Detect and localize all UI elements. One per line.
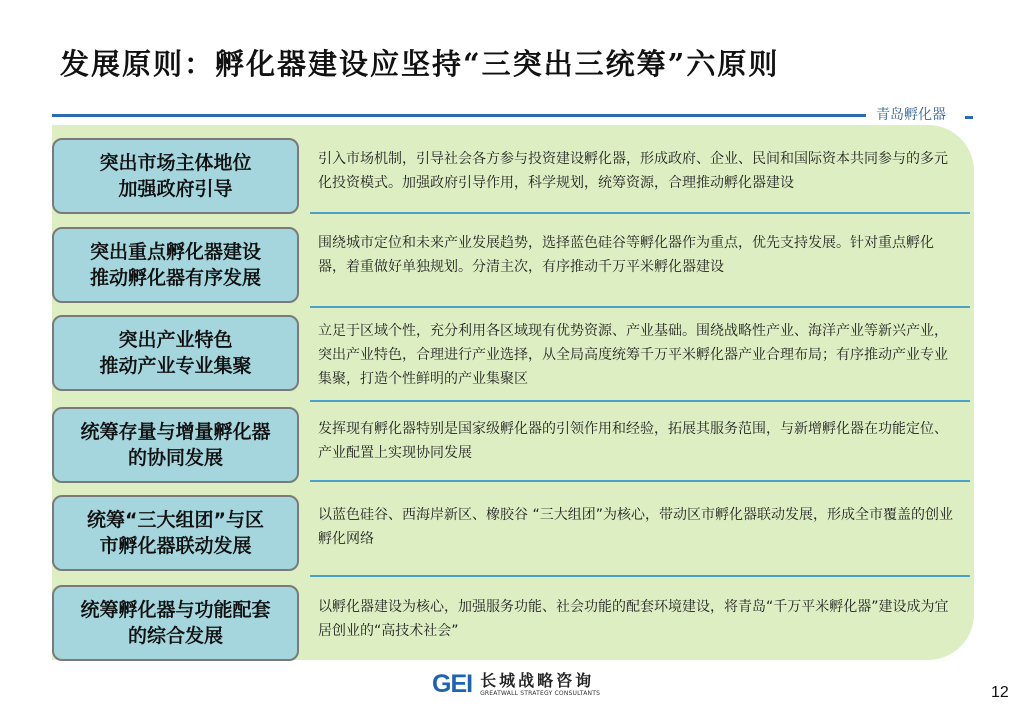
company-logo xyxy=(432,670,600,699)
principle-label-line: 突出产业特色 xyxy=(118,329,233,351)
brand-tag: 青岛孵化器 xyxy=(876,107,946,123)
principle-label-2 xyxy=(52,227,299,303)
principle-label-line: 统筹“三大组团”与区 xyxy=(87,509,264,531)
row-separator xyxy=(310,306,970,308)
row-separator xyxy=(310,575,970,577)
page-title: 发展原则：孵化器建设应坚持“三突出三统筹”六原则 xyxy=(60,47,780,81)
principle-label-line: 的协同发展 xyxy=(127,447,223,469)
brand-dash xyxy=(965,116,973,119)
principle-label-4 xyxy=(52,407,299,483)
principle-label-line: 的综合发展 xyxy=(127,625,223,647)
principle-label-6 xyxy=(52,585,299,661)
header-rule xyxy=(52,114,866,117)
principle-label-line: 统筹孵化器与功能配套 xyxy=(80,599,271,621)
principle-description-1: 引入市场机制，引导社会各方参与投资建设孵化器，形成政府、企业、民间和国际资本共同参与的多元化投资模式。加强政府引导作用，科学规划，统筹资源，合理推动孵化器建设 xyxy=(318,151,948,191)
logo-name-en: GREATWALL STRATEGY CONSULTANTS xyxy=(480,689,601,697)
logo-text xyxy=(480,672,600,698)
principle-description-2: 围绕城市定位和未来产业发展趋势，选择蓝色硅谷等孵化器作为重点，优先支持发展。针对重点孵化器，着重做好单独规划。分清主次，有序推动千万平米孵化器建设 xyxy=(318,235,934,275)
principle-label-line: 市孵化器联动发展 xyxy=(99,535,252,557)
row-separator xyxy=(310,212,970,214)
row-separator xyxy=(310,400,970,402)
principle-label-line: 突出市场主体地位 xyxy=(99,152,252,174)
logo-mark: GEI xyxy=(432,670,473,698)
principle-description-4: 发挥现有孵化器特别是国家级孵化器的引领作用和经验，拓展其服务范围，与新增孵化器在功能定位、产业配置上实现协同发展 xyxy=(318,421,948,461)
principles-panel xyxy=(52,125,974,660)
logo-name-cn: 长城战略咨询 xyxy=(480,670,595,690)
principle-description-6: 以孵化器建设为核心，加强服务功能、社会功能的配套环境建设，将青岛“千万平米孵化器”建设成为宜居创业的“高技术社会” xyxy=(318,599,949,639)
principle-label-5 xyxy=(52,495,299,571)
principle-description-5: 以蓝色硅谷、西海岸新区、橡胶谷 “三大组团”为核心，带动区市孵化器联动发展，形成全市覆盖的创业孵化网络 xyxy=(318,507,953,547)
principle-label-line: 推动孵化器有序发展 xyxy=(89,267,261,289)
principle-label-3 xyxy=(52,315,299,391)
principle-label-line: 突出重点孵化器建设 xyxy=(89,241,261,263)
page-number: 12 xyxy=(991,684,1009,701)
principle-label-line: 推动产业专业集聚 xyxy=(99,355,252,377)
principle-label-line: 加强政府引导 xyxy=(118,178,233,200)
principle-description-3: 立足于区域个性，充分利用各区域现有优势资源、产业基础。围绕战略性产业、海洋产业等新兴产业，突出产业特色，合理进行产业选择，从全局高度统筹千万平米孵化器产业合理布局；有序推动产业专业集聚，打造个性鲜明的产业集聚区 xyxy=(318,323,948,387)
principle-label-line: 统筹存量与增量孵化器 xyxy=(80,421,271,443)
principle-label-1 xyxy=(52,138,299,214)
row-separator xyxy=(310,480,970,482)
